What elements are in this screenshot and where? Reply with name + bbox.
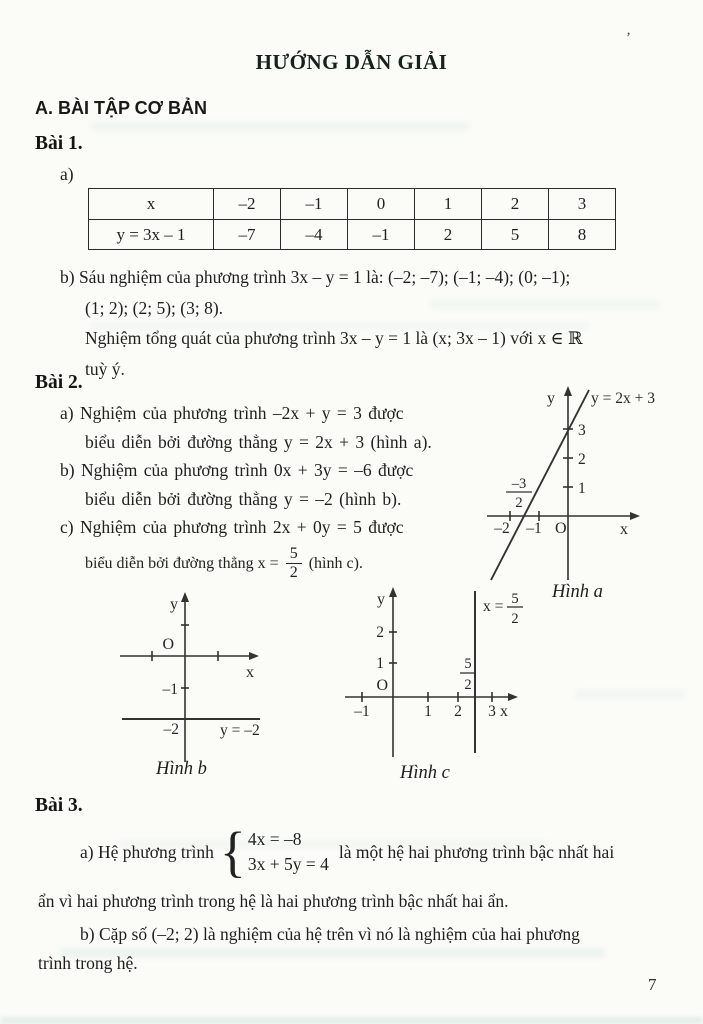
table-row bbox=[89, 220, 616, 250]
exercise-3-heading: Bài 3. bbox=[35, 795, 83, 816]
y-tick-label: 1 bbox=[376, 655, 384, 672]
bleed-through-mark bbox=[0, 1017, 703, 1024]
exercise-2-heading: Bài 2. bbox=[35, 372, 83, 393]
exercise-1-heading: Bài 1. bbox=[35, 133, 83, 154]
x-axis-label: x bbox=[500, 703, 508, 720]
section-heading: A. BÀI TẬP CƠ BẢN bbox=[35, 98, 208, 118]
solution-text-line: b) Nghiệm của phương trình 0x + 3y = –6 được bbox=[60, 460, 414, 480]
line-equation-label: y = –2 bbox=[220, 722, 260, 739]
solution-text-line bbox=[85, 542, 480, 586]
x-tick-label: 2 bbox=[454, 703, 462, 720]
solution-text-line: biểu diễn bởi đường thẳng y = 2x + 3 (hình a). bbox=[85, 431, 432, 452]
solution-text-segment: (hình c). bbox=[308, 554, 363, 572]
solution-text-line: biểu diễn bởi đường thẳng y = –2 (hình b). bbox=[85, 488, 402, 509]
system-equation-1: 4x = –8 bbox=[247, 829, 302, 849]
origin-label: O bbox=[376, 677, 388, 694]
fraction-denominator: 2 bbox=[289, 564, 298, 581]
exercise-3-part-a-line bbox=[80, 820, 675, 884]
table-cell: –1 bbox=[348, 220, 415, 250]
x-axis-arrow-icon bbox=[249, 652, 259, 660]
x-tick-label: –1 bbox=[354, 703, 370, 720]
y-tick-label: 3 bbox=[578, 422, 586, 439]
y-axis-arrow-icon bbox=[181, 592, 189, 602]
solution-text-line: tuỳ ý. bbox=[85, 358, 125, 379]
y-axis-arrow-icon bbox=[564, 386, 572, 396]
solution-text-line: c) Nghiệm của phương trình 2x + 0y = 5 được bbox=[60, 517, 404, 537]
y-tick-label: –2 bbox=[163, 721, 179, 738]
figure-caption: Hình a bbox=[552, 582, 603, 602]
bleed-through-mark bbox=[90, 122, 470, 131]
solution-text-line: b) Sáu nghiệm của phương trình 3x – y = 1 là: (–2; –7); (–1; –4); (0; –1); bbox=[60, 267, 571, 287]
y-tick-label: 2 bbox=[376, 624, 384, 641]
solution-text-segment: a) Hệ phương trình bbox=[80, 841, 214, 862]
x-axis-label: x bbox=[620, 521, 628, 538]
table-cell: –2 bbox=[214, 189, 281, 220]
table-cell: 1 bbox=[415, 189, 482, 220]
table-header-x: x bbox=[89, 189, 214, 220]
figure-caption: Hình b bbox=[156, 759, 207, 779]
exercise-2-items bbox=[60, 399, 480, 586]
line-equation-fraction-numerator: 5 bbox=[511, 591, 519, 607]
page-number: 7 bbox=[648, 975, 657, 994]
table-header-y: y = 3x – 1 bbox=[89, 220, 214, 250]
fraction-numerator: 5 bbox=[286, 545, 302, 564]
system-equation-2: 3x + 5y = 4 bbox=[247, 854, 329, 874]
origin-label: O bbox=[555, 520, 567, 537]
x-tick-label: 3 bbox=[488, 703, 496, 720]
page-title: HƯỚNG DẪN GIẢI bbox=[255, 50, 448, 74]
x-tick-label: –1 bbox=[526, 520, 542, 537]
graph-hinh-a bbox=[485, 386, 670, 583]
print-artifact: ’ bbox=[626, 30, 631, 46]
solution-text-line: a) Nghiệm của phương trình –2x + y = 3 được bbox=[60, 403, 404, 423]
solution-text-line: b) Cặp số (–2; 2) là nghiệm của hệ trên vì nó là nghiệm của hai phương bbox=[80, 924, 580, 944]
x-tick-label: 1 bbox=[424, 703, 432, 720]
x-axis-arrow-icon bbox=[630, 512, 640, 520]
table-cell: 2 bbox=[482, 189, 549, 220]
solution-text-segment: là một hệ hai phương trình bậc nhất hai bbox=[338, 841, 615, 862]
y-axis-label: y bbox=[547, 390, 555, 407]
table-cell: –4 bbox=[281, 220, 348, 250]
intercept-fraction-numerator: 5 bbox=[464, 656, 472, 672]
system-brace: { bbox=[219, 820, 246, 884]
table-cell: 2 bbox=[415, 220, 482, 250]
equation-system bbox=[248, 827, 329, 877]
line-equation-fraction-denominator: 2 bbox=[511, 611, 519, 627]
table-cell: –1 bbox=[281, 189, 348, 220]
x-axis-arrow-icon bbox=[508, 693, 518, 701]
graph-hinh-b bbox=[100, 592, 350, 764]
y-tick-label: 2 bbox=[578, 451, 586, 468]
table-cell: 0 bbox=[348, 189, 415, 220]
figure-caption: Hình c bbox=[400, 763, 450, 783]
table-cell: 5 bbox=[482, 220, 549, 250]
x-axis-label: x bbox=[246, 664, 254, 681]
y-axis-label: y bbox=[170, 596, 178, 613]
line-equation-label: y = 2x + 3 bbox=[591, 390, 655, 407]
line-y-equals-2x-plus-3 bbox=[491, 390, 589, 580]
solution-text-line: Nghiệm tổng quát của phương trình 3x – y = 1 là (x; 3x – 1) với x ∈ ℝ bbox=[85, 328, 583, 348]
table-row bbox=[89, 189, 616, 220]
intercept-fraction-denominator: 2 bbox=[464, 677, 472, 693]
bleed-through-mark bbox=[575, 690, 685, 699]
exercise-1-part-b bbox=[60, 262, 680, 384]
origin-label: O bbox=[162, 636, 174, 653]
solution-text-segment: biểu diễn bởi đường thẳng x = bbox=[85, 554, 279, 572]
table-cell: –7 bbox=[214, 220, 281, 250]
solution-text-line: (1; 2); (2; 5); (3; 8). bbox=[85, 297, 224, 318]
table-cell: 3 bbox=[549, 189, 616, 220]
x-intercept-fraction-numerator: –3 bbox=[511, 476, 527, 492]
exercise-1-item-a-label: a) bbox=[60, 164, 74, 184]
y-tick-label: –1 bbox=[162, 681, 178, 698]
solution-text-line: ẩn vì hai phương trình trong hệ là hai phương trình bậc nhất hai ẩn. bbox=[38, 891, 509, 911]
table-cell: 8 bbox=[549, 220, 616, 250]
y-axis-arrow-icon bbox=[389, 587, 397, 597]
solution-text-line: trình trong hệ. bbox=[38, 953, 138, 973]
x-intercept-fraction-denominator: 2 bbox=[515, 495, 523, 511]
line-equation-label-prefix: x = bbox=[483, 598, 504, 615]
y-tick-label: 1 bbox=[578, 480, 586, 497]
values-table bbox=[88, 188, 616, 250]
exercise-3 bbox=[35, 795, 675, 978]
fraction-five-halves bbox=[286, 545, 302, 581]
graph-hinh-c bbox=[340, 585, 570, 765]
x-tick-label: –2 bbox=[494, 520, 510, 537]
y-axis-label: y bbox=[377, 591, 385, 608]
